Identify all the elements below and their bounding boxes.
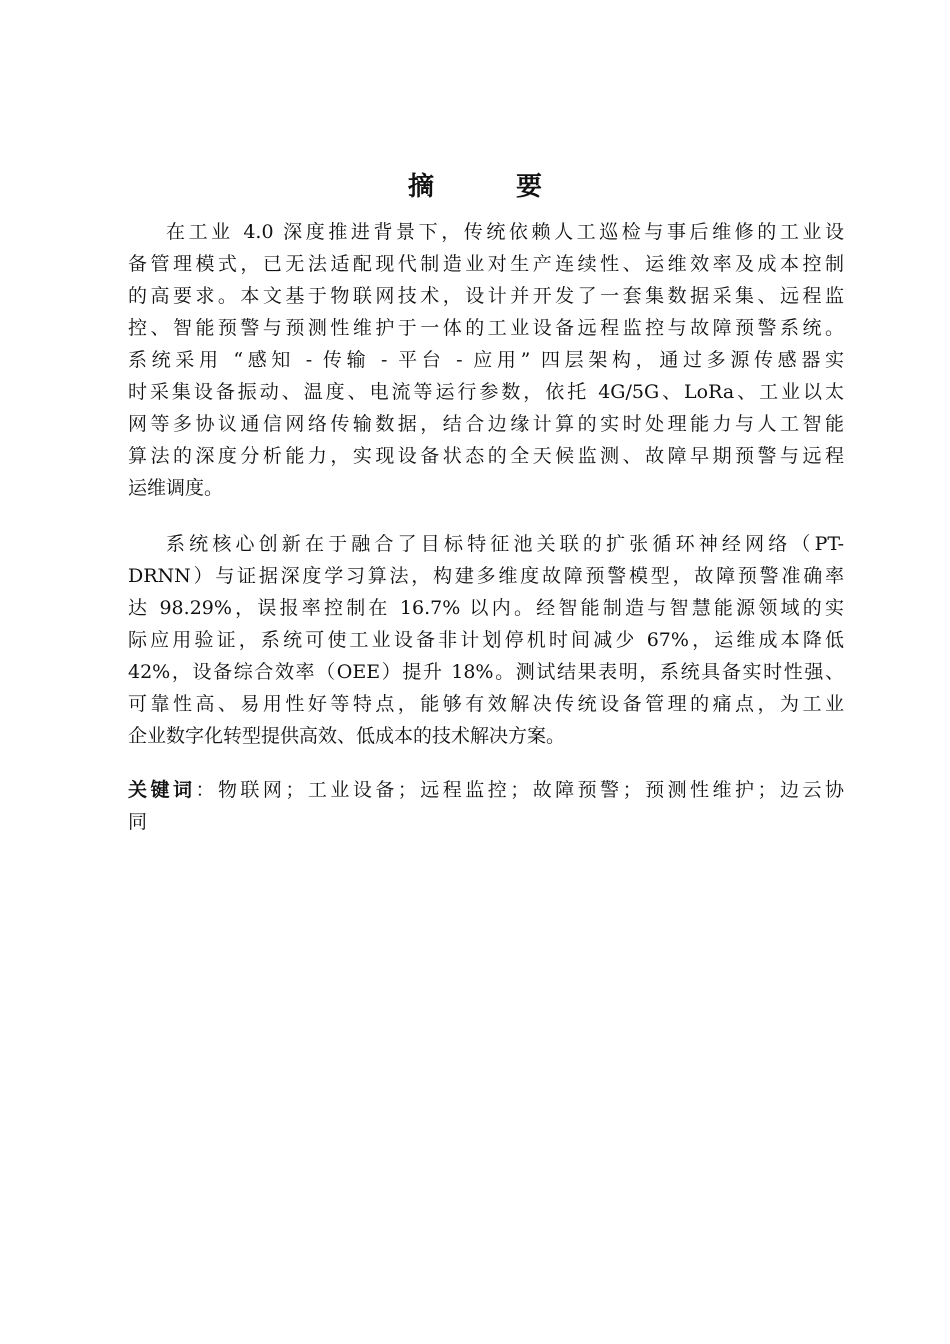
keywords-separator: ： xyxy=(195,779,218,801)
paragraph-line: 运维调度。 xyxy=(128,477,224,499)
keywords-section xyxy=(128,774,844,838)
paragraph-line: 时采集设备振动、温度、电流等运行参数，依托 4G/5G、LoRa、工业以太 xyxy=(128,381,844,403)
page-title: 摘 要 xyxy=(407,172,570,203)
paragraph-line: 系统采用 “感知 - 传输 - 平台 - 应用” 四层架构，通过多源传感器实 xyxy=(128,349,844,371)
paragraph-line: 网等多协议通信网络传输数据，结合边缘计算的实时处理能力与人工智能 xyxy=(128,413,844,435)
abstract-paragraph-1 xyxy=(128,216,844,504)
keywords-label: 关键词 xyxy=(128,779,196,801)
paragraph-line: 42%，设备综合效率（OEE）提升 18%。测试结果表明，系统具备实时性强、 xyxy=(128,661,844,683)
paragraph-line: 系统核心创新在于融合了目标特征池关联的扩张循环神经网络（PT- xyxy=(166,533,844,555)
paragraph-line: 企业数字化转型提供高效、低成本的技术解决方案。 xyxy=(128,725,566,747)
paragraph-line: 控、智能预警与预测性维护于一体的工业设备远程监控与故障预警系统。 xyxy=(128,317,844,339)
paragraph-line: 算法的深度分析能力，实现设备状态的全天候监测、故障早期预警与远程 xyxy=(128,445,844,467)
paragraph-line: 备管理模式，已无法适配现代制造业对生产连续性、运维效率及成本控制 xyxy=(128,253,844,275)
paragraph-line: 在工业 4.0 深度推进背景下，传统依赖人工巡检与事后维修的工业设 xyxy=(166,221,844,243)
paragraph-line: DRNN）与证据深度学习算法，构建多维度故障预警模型，故障预警准确率 xyxy=(128,565,844,587)
paragraph-line: 际应用验证，系统可使工业设备非计划停机时间减少 67%，运维成本降低 xyxy=(128,629,844,651)
paragraph-line: 达 98.29%，误报率控制在 16.7% 以内。经智能制造与智慧能源领域的实 xyxy=(128,597,844,619)
abstract-paragraph-2 xyxy=(128,528,844,752)
keywords-line: 物联网；工业设备；远程监控；故障预警；预测性维护；边云协 xyxy=(217,779,844,801)
keywords-line: 同 xyxy=(128,811,148,833)
paragraph-line: 可靠性高、易用性好等特点，能够有效解决传统设备管理的痛点，为工业 xyxy=(128,693,844,715)
paragraph-line: 的高要求。本文基于物联网技术，设计并开发了一套集数据采集、远程监 xyxy=(128,285,844,307)
